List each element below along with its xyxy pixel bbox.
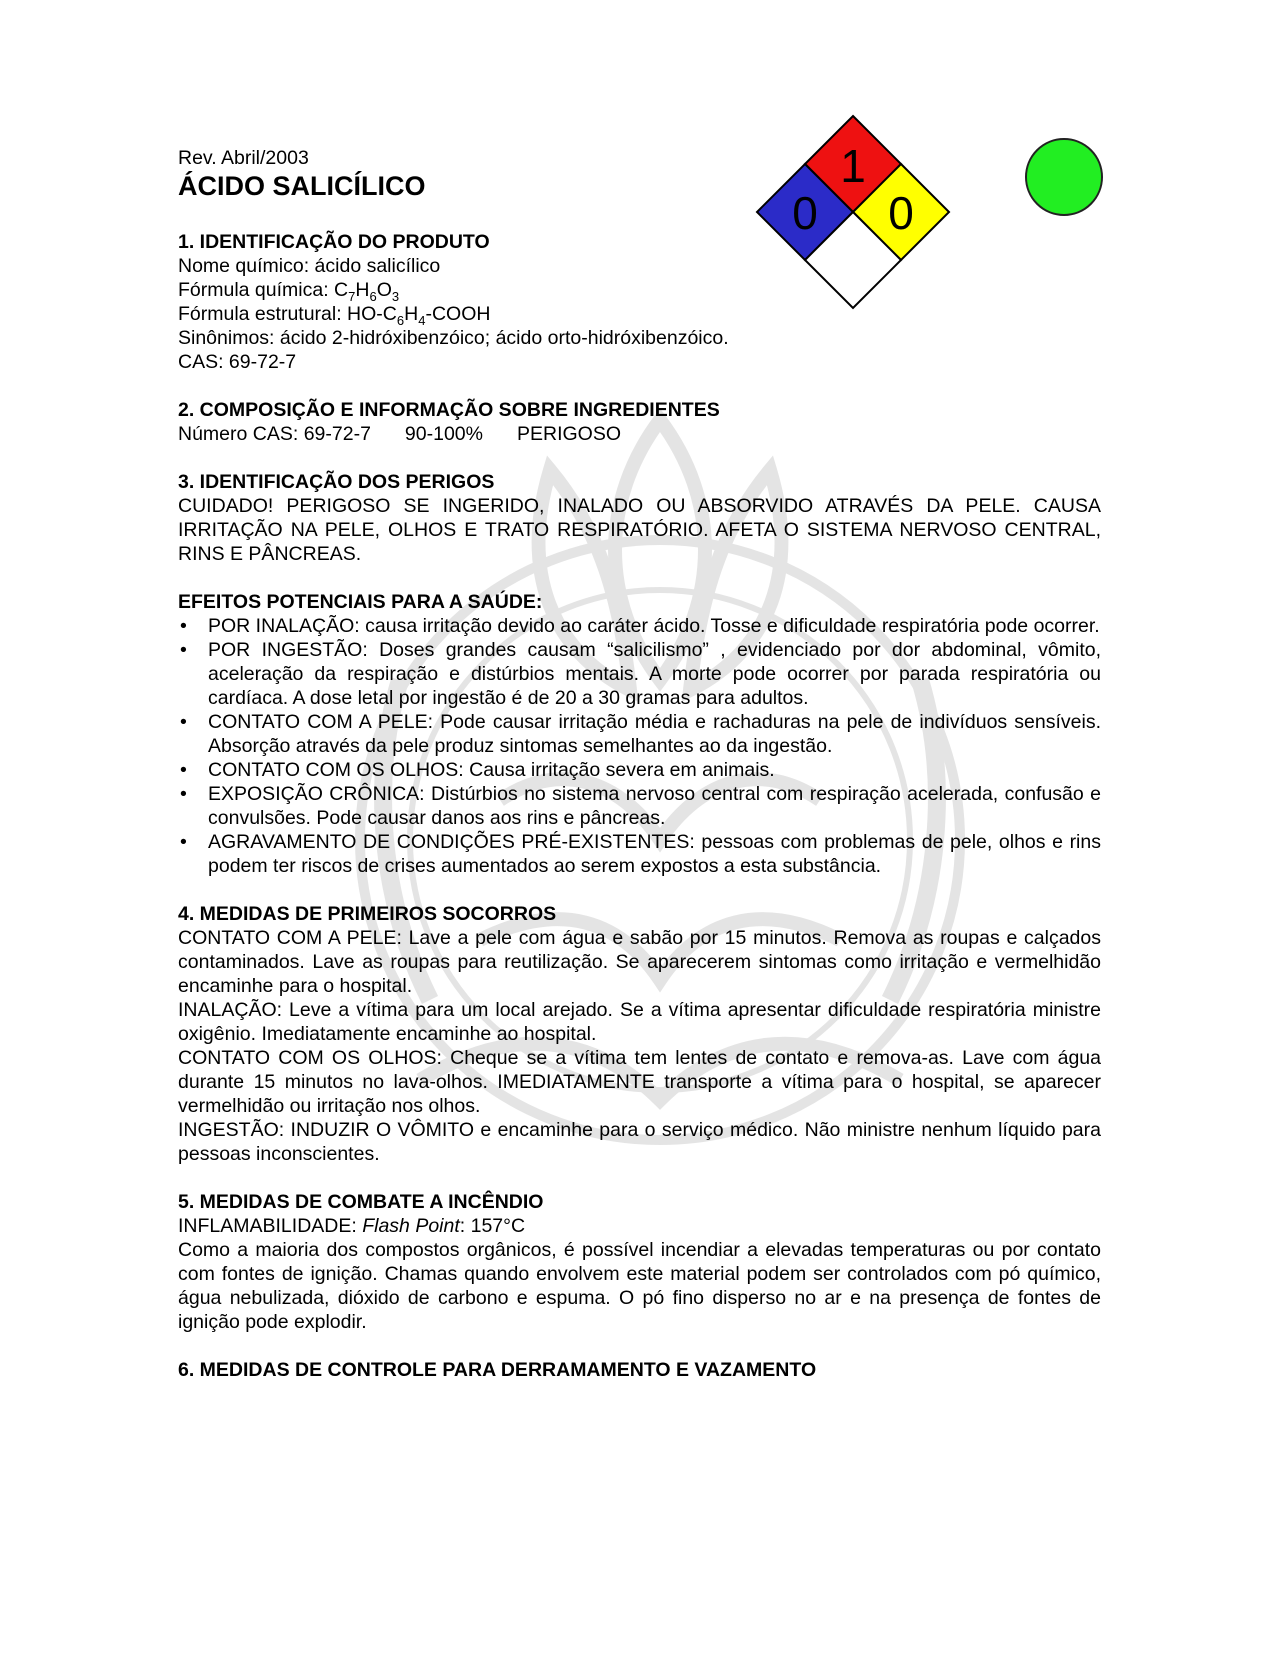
estrutural-sub-6: 6: [396, 312, 405, 328]
formula-quimica: [178, 278, 1101, 302]
estrutural-end: -COOH: [425, 303, 491, 325]
list-item: • AGRAVAMENTO DE CONDIÇÕES PRÉ-EXISTENTES: pessoas com problemas de pele, olhos e rins podem ter riscos de crises aumentados ao serem expostos a esta substância.: [208, 830, 1101, 878]
flammability-label: INFLAMABILIDADE:: [178, 1215, 363, 1237]
flash-point-label: Flash Point: [362, 1215, 460, 1237]
formula-sub-3: 3: [391, 288, 400, 304]
section-5-heading: 5. MEDIDAS DE COMBATE A INCÊNDIO: [178, 1191, 544, 1213]
section-primeiros-socorros: [178, 902, 1101, 1166]
section-identificacao-produto: [178, 230, 1101, 374]
composition-row: [178, 422, 1101, 446]
estrutural-sub-4: 4: [418, 312, 426, 328]
estrutural-label: Fórmula estrutural: HO-C: [178, 303, 397, 325]
nfpa-reactivity-value: 0: [888, 187, 914, 239]
formula-h: H: [355, 279, 370, 301]
formula-sub-6: 6: [369, 288, 377, 304]
section-derramamento: [178, 1358, 1101, 1382]
cas-number: CAS: 69-72-7: [178, 351, 297, 373]
composition-percent: 90-100%: [404, 423, 483, 445]
composition-cas: Número CAS: 69-72-7: [178, 423, 371, 445]
hazard-statement: CUIDADO! PERIGOSO SE INGERIDO, INALADO OU ABSORVIDO ATRAVÉS DA PELE. CAUSA IRRITAÇÃO NA PELE, OLHOS E TRATO RESPIRATÓRIO. AFETA O SISTEMA NERVOSO CENTRAL, RINS E PÂNCREAS.: [178, 495, 1101, 565]
formula-estrutural: [178, 302, 1101, 326]
list-item: • EXPOSIÇÃO CRÔNICA: Distúrbios no sistema nervoso central com respiração acelerada, confusão e convulsões. Pode causar danos aos rins e pâncreas.: [208, 782, 1101, 830]
section-efeitos-saude: [178, 590, 1101, 878]
flash-point-value: : 157°C: [459, 1215, 526, 1237]
formula-o: O: [376, 279, 392, 301]
section-6-heading: 6. MEDIDAS DE CONTROLE PARA DERRAMAMENTO E VAZAMENTO: [178, 1359, 817, 1381]
estrutural-h: H: [404, 303, 419, 325]
flammability-line: [178, 1214, 1101, 1238]
fire-fighting-text: Como a maioria dos compostos orgânicos, é possível incendiar a elevadas temperaturas ou por contato com fontes de ignição. Chamas quando envolvem este material podem ser controlados com pó químico, água nebulizada, dióxido de carbono e espuma. O pó fino disperso no ar e na presença de fontes de ignição pode explodir.: [178, 1239, 1101, 1333]
first-aid-inhalation: INALAÇÃO: Leve a vítima para um local arejado. Se a vítima apresentar dificuldade respiratória ministre oxigênio. Imediatamente encaminhe ao hospital.: [178, 999, 1101, 1045]
section-4-heading: 4. MEDIDAS DE PRIMEIROS SOCORROS: [178, 903, 557, 925]
composition-classification: PERIGOSO: [516, 423, 622, 445]
first-aid-ingestion: INGESTÃO: INDUZIR O VÔMITO e encaminhe para o serviço médico. Não ministre nenhum líquido para pessoas inconscientes.: [178, 1119, 1101, 1165]
efeitos-heading: EFEITOS POTENCIAIS PARA A SAÚDE:: [178, 591, 543, 613]
section-3-heading: 3. IDENTIFICAÇÃO DOS PERIGOS: [178, 471, 495, 493]
health-effects-list: [178, 614, 1101, 878]
section-2-heading: 2. COMPOSIÇÃO E INFORMAÇÃO SOBRE INGREDIENTES: [178, 399, 720, 421]
section-perigos: [178, 470, 1101, 566]
formula-sub-7: 7: [348, 288, 356, 304]
nfpa-flammability-value: 1: [840, 140, 866, 192]
list-item: • POR INALAÇÃO: causa irritação devido ao caráter ácido. Tosse e dificuldade respiratória pode ocorrer.: [208, 614, 1101, 638]
section-1-heading: 1. IDENTIFICAÇÃO DO PRODUTO: [178, 231, 490, 253]
list-item: • CONTATO COM A PELE: Pode causar irritação média e rachaduras na pele de indivíduos sensíveis. Absorção através da pele produz sintomas semelhantes ao da ingestão.: [208, 710, 1101, 758]
document-body: [178, 146, 1101, 1406]
list-item: • CONTATO COM OS OLHOS: Causa irritação severa em animais.: [208, 758, 1101, 782]
section-composicao: [178, 398, 1101, 446]
revision-date: Rev. Abril/2003: [178, 147, 309, 169]
nome-quimico: Nome químico: ácido salicílico: [178, 255, 441, 277]
list-item: • POR INGESTÃO: Doses grandes causam “salicilismo” , evidenciado por dor abdominal, vômito, aceleração da respiração e distúrbios mentais. A morte pode ocorrer por parada respiratória ou cardíaca. A dose letal por ingestão é de 20 a 30 gramas para adultos.: [208, 638, 1101, 710]
first-aid-skin: CONTATO COM A PELE: Lave a pele com água e sabão por 15 minutos. Remova as roupas e calçados contaminados. Lave as roupas para reutilização. Se aparecerem sintomas como irritação e vermelhidão encaminhe para o hospital.: [178, 927, 1101, 997]
formula-label: Fórmula química: C: [178, 279, 349, 301]
page-title: ÁCIDO SALICÍLICO: [178, 171, 426, 201]
section-combate-incendio: [178, 1190, 1101, 1334]
first-aid-eyes: CONTATO COM OS OLHOS: Cheque se a vítima tem lentes de contato e remova-as. Lave com água durante 15 minutos no lava-olhos. IMEDIATAMENTE transporte a vítima para o hospital, se aparecer vermelhidão ou irritação nos olhos.: [178, 1047, 1101, 1117]
nfpa-health-value: 0: [792, 187, 818, 239]
sinonimos: Sinônimos: ácido 2-hidróxibenzóico; ácido orto-hidróxibenzóico.: [178, 327, 729, 349]
